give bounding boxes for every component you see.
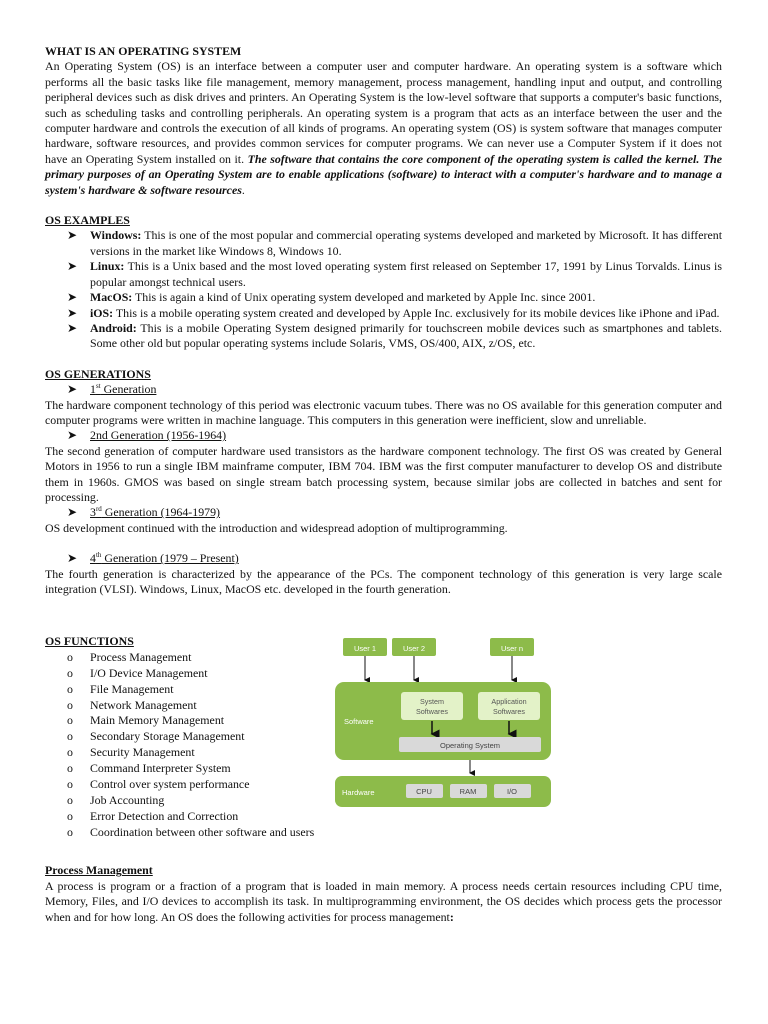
example-name: iOS: xyxy=(90,305,114,320)
circle-bullet-icon: o xyxy=(67,792,73,807)
system-software-line1: System xyxy=(420,697,444,707)
generation-text-4: The fourth generation is characterized by the appearance of the PCs. The component technology of this generation is very large scale integration (VLSI). Windows, Linux, MacOS etc. developed in the fourth generation. xyxy=(45,566,722,596)
circle-bullet-icon: o xyxy=(67,681,73,696)
arrow-bullet-icon: ➤ xyxy=(67,382,77,397)
application-software-line1: Application xyxy=(491,697,527,707)
gen-suffix: st xyxy=(95,382,101,391)
hardware-label: Hardware xyxy=(342,788,375,798)
user-2-label: User 2 xyxy=(402,644,426,654)
process-text: A process is program or a fraction of a program that is loaded in main memory. A process needs certain resources including CPU time, Memory, Files, and I/O devices to accomplish its task. In multiprogramming environment, the OS decides which process gets the processor when and for how long. An OS does the following activities for process management xyxy=(45,878,722,924)
os-architecture-diagram xyxy=(334,638,552,818)
gen-label: Generation xyxy=(100,382,157,397)
example-text: This is one of the most popular and commercial operating systems developed and marketed by Microsoft. It has different versions in the market like Windows 8, Windows 10. xyxy=(90,228,722,258)
section-title-what-is-os: WHAT IS AN OPERATING SYSTEM xyxy=(45,44,242,58)
user-n-label: User n xyxy=(500,644,524,654)
gen-label: Generation (1979 – Present) xyxy=(101,551,239,566)
process-colon: : xyxy=(449,909,454,924)
process-paragraph xyxy=(45,879,722,925)
circle-bullet-icon: o xyxy=(67,713,73,728)
function-label: Security Management xyxy=(90,745,195,760)
os-functions-section xyxy=(45,634,722,841)
gen-label: Generation (1964-1979) xyxy=(101,505,221,520)
gen-label: 2nd Generation (1956-1964) xyxy=(90,428,227,443)
gen-suffix: th xyxy=(95,551,102,560)
system-software-line2: Softwares xyxy=(416,707,448,717)
arrow-bullet-icon: ➤ xyxy=(67,551,77,566)
function-label: I/O Device Management xyxy=(90,665,208,680)
circle-bullet-icon: o xyxy=(67,808,73,823)
generation-heading-3 xyxy=(45,505,722,520)
ram-label: RAM xyxy=(459,787,477,797)
gen-number: 1 xyxy=(90,382,96,397)
example-text: This is a mobile operating system created and developed by Apple Inc. exclusively for its mobile devices like iPhone and iPad. xyxy=(113,305,720,320)
example-name: Linux: xyxy=(90,259,125,274)
list-item xyxy=(45,228,722,259)
circle-bullet-icon: o xyxy=(67,729,73,744)
circle-bullet-icon: o xyxy=(67,745,73,760)
user-1-label: User 1 xyxy=(353,644,377,654)
example-text: This is a mobile Operating System designed primarily for touchscreen mobile devices such as smartphones and tablets. Some other old but popular operating systems include Solaris, VMS, OS/400, AIX, z/OS, etc. xyxy=(90,320,722,351)
section-title-os-generations: OS GENERATIONS xyxy=(45,366,151,381)
circle-bullet-icon: o xyxy=(67,649,73,664)
arrow-bullet-icon: ➤ xyxy=(67,259,77,274)
circle-bullet-icon: o xyxy=(67,761,73,776)
list-item xyxy=(45,306,722,321)
function-label: Coordination between other software and users xyxy=(90,824,315,839)
arrow-bullet-icon: ➤ xyxy=(67,505,77,520)
function-label: Error Detection and Correction xyxy=(90,808,239,823)
example-name: MacOS: xyxy=(90,290,133,305)
example-text: This is again a kind of Unix operating system developed and marketed by Apple Inc. since 2001. xyxy=(132,290,596,305)
function-label: File Management xyxy=(90,681,174,696)
arrow-bullet-icon: ➤ xyxy=(67,290,77,305)
function-label: Network Management xyxy=(90,697,197,712)
circle-bullet-icon: o xyxy=(67,824,73,839)
section-paragraph-intro xyxy=(45,59,722,198)
gen-number: 3 xyxy=(90,505,96,520)
examples-list xyxy=(45,228,722,351)
gen-suffix: rd xyxy=(95,505,102,514)
function-label: Job Accounting xyxy=(90,792,165,807)
list-item xyxy=(45,259,722,290)
generation-text-1: The hardware component technology of this period was electronic vacuum tubes. There was no OS available for this generation computer and computer programs were written in machine language. This computers in this generation were inefficient, slow and unreliable. xyxy=(45,397,722,427)
function-label: Control over system performance xyxy=(90,777,250,792)
cpu-label: CPU xyxy=(416,787,432,797)
intro-end: . xyxy=(241,182,245,197)
gen-number: 4 xyxy=(90,551,96,566)
function-label: Command Interpreter System xyxy=(90,761,231,776)
arrow-bullet-icon: ➤ xyxy=(67,305,77,320)
function-label: Secondary Storage Management xyxy=(90,729,245,744)
circle-bullet-icon: o xyxy=(67,697,73,712)
example-name: Android: xyxy=(90,320,137,335)
list-item xyxy=(45,290,722,305)
section-title-os-examples: OS EXAMPLES xyxy=(45,213,130,228)
generation-heading-4 xyxy=(45,551,722,566)
list-item xyxy=(45,825,722,841)
section-title-process-management: Process Management xyxy=(45,863,153,878)
generation-heading-2 xyxy=(45,428,722,443)
intro-text: An Operating System (OS) is an interface between a computer user and computer hardware. An operating system is a software which performs all the basic tasks like file management, memory management, process management, handling input and output, and controlling peripheral devices such as disk drives and printers. An Operating System is the low-level software that supports a computer's basic functions, such as scheduling tasks and controlling peripherals. An operating system is a program that acts as an interface between the user and the computer hardware and controls the execution of all kinds of programs. An operating system (OS) is system software that manages computer hardware, software resources, and provides common services for computer programs. We can never use a Computer System if it does not have an Operating System installed on it. xyxy=(45,59,722,166)
application-software-line2: Softwares xyxy=(493,707,525,717)
circle-bullet-icon: o xyxy=(67,665,73,680)
arrow-bullet-icon: ➤ xyxy=(67,228,77,243)
document-page xyxy=(45,44,722,925)
arrow-bullet-icon: ➤ xyxy=(67,320,77,335)
diagram-svg xyxy=(334,638,552,818)
function-label: Main Memory Management xyxy=(90,713,225,728)
example-text: This is a Unix based and the most loved operating system first released on September 17, 1991 by Linus Torvalds. Linus is popular amongst technical users. xyxy=(90,259,722,289)
software-label: Software xyxy=(344,717,374,727)
function-label: Process Management xyxy=(90,649,192,664)
generation-heading-1 xyxy=(45,382,722,397)
example-name: Windows: xyxy=(90,228,142,243)
generation-text-2: The second generation of computer hardware used transistors as the hardware component technology. The first OS was created by General Motors in 1956 to run a single IBM mainframe computer, IBM 704. IBM was the first computer manufacturer to develop OS and distribute them in 1960s. GMOS was based on single stream batch processing system, because similar jobs are collected in batches and sent for processing. xyxy=(45,443,722,504)
section-title-os-functions: OS FUNCTIONS xyxy=(45,634,134,649)
operating-system-label: Operating System xyxy=(439,741,501,751)
circle-bullet-icon: o xyxy=(67,777,73,792)
io-label: I/O xyxy=(506,787,518,797)
generation-text-3: OS development continued with the introduction and widespread adoption of multiprogramming. xyxy=(45,520,508,535)
list-item xyxy=(45,321,722,352)
intro-emphasis: The software that contains the core component of the operating system is called the kernel. The primary purposes of an Operating System are to enable applications (software) to interact with a computer's hardware and to manage a system's hardware & software resources xyxy=(45,151,722,197)
arrow-bullet-icon: ➤ xyxy=(67,428,77,443)
